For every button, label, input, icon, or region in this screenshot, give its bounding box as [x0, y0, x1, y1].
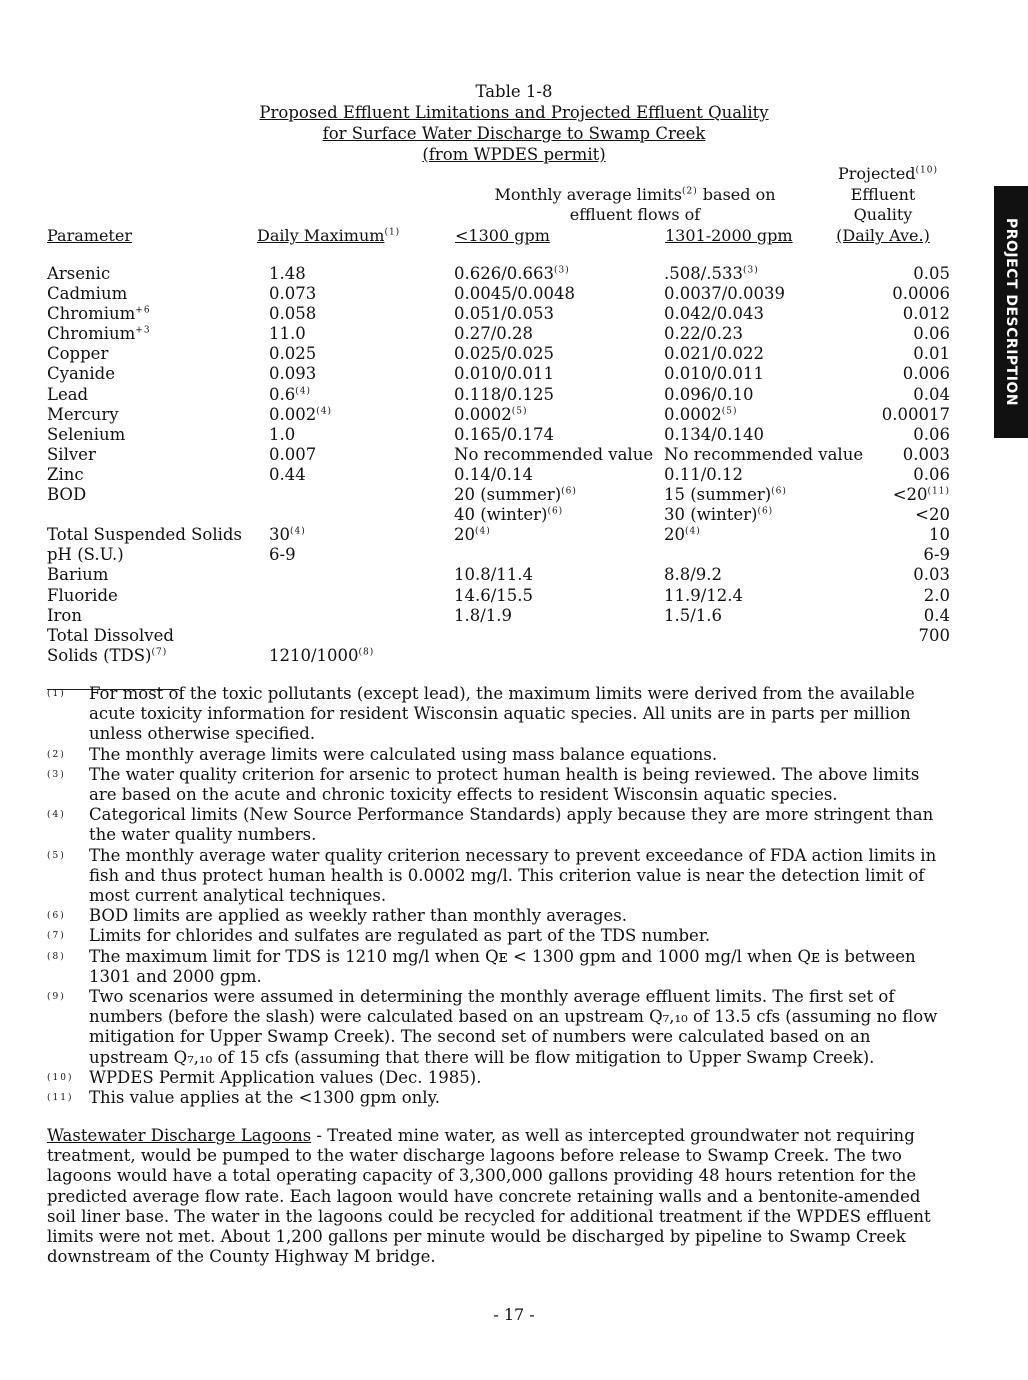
table-caption-title: Proposed Effluent Limitations and Projected Effluent Quality [259, 103, 769, 122]
footnote-marker: (4) [47, 810, 66, 821]
cell-projected: 2.0 [923, 585, 950, 605]
cell-projected: 0.06 [913, 324, 950, 344]
cell-parameter: Total Dissolved [47, 625, 174, 645]
cell-parameter: Iron [47, 605, 82, 625]
cell-lt-1300: 40 (winter)$^{(6)}$ [454, 505, 564, 525]
cell-lt-1300: 20$^{(4)}$ [454, 525, 491, 545]
cell-daily-max: 1.48 [269, 264, 306, 283]
header-monthly-flows: effluent flows of [569, 205, 701, 224]
cell-lt-1300: No recommended value [454, 444, 654, 464]
cell-lt-1300: 14.6/15.5 [454, 585, 534, 605]
page-number: - 17 - [493, 1305, 535, 1324]
cell-1301-2000: 0.010/0.011 [664, 364, 765, 384]
paragraph-text: - Treated mine water, as well as intercepted groundwater not requiring treatment, would be pumped to the water discharge lagoons before release to Swamp Creek. The two lagoons would have a total operating capacity of 3,300,000 gallons providing 48 hours retention for the predicted average flow rate. Each lagoon would have concrete retaining walls and a bentonite-amended soil liner base. The water in the lagoons could be recycled for additional treatment if the WPDES effluent limits were not met. About 1,200 gallons per minute would be discharged by pipeline to Swamp Creek downstream of the County Highway M bridge. [47, 1126, 931, 1267]
cell-projected: 0.04 [913, 384, 950, 404]
cell-1301-2000: 0.0002$^{(5)}$ [664, 404, 738, 424]
cell-lt-1300: 0.626/0.663$^{(3)}$ [454, 264, 570, 283]
cell-parameter: pH (S.U.) [47, 545, 124, 565]
cell-daily-max: 0.44 [269, 464, 306, 484]
cell-1301-2000: 0.096/0.10 [664, 384, 754, 404]
cell-lt-1300: 0.025/0.025 [454, 344, 555, 364]
cell-projected: 0.05 [913, 264, 950, 283]
header-daily-ave: (Daily Ave.) [836, 226, 930, 245]
cell-daily-max: 0.093 [269, 364, 317, 384]
cell-parameter: Barium [47, 565, 109, 585]
cell-parameter: Solids (TDS)$^{(7)}$ [47, 645, 168, 665]
side-tab-label: PROJECT DESCRIPTION [1003, 217, 1019, 407]
cell-daily-max: 11.0 [269, 324, 306, 344]
cell-1301-2000: 0.042/0.043 [664, 304, 765, 324]
cell-lt-1300: 20 (summer)$^{(6)}$ [454, 485, 577, 505]
cell-1301-2000: 0.0037/0.0039 [664, 284, 786, 304]
header-projected: Projected$^{(10)}$ [837, 164, 939, 183]
cell-projected: $<20^{(11)}$ [892, 485, 950, 505]
cell-lt-1300: 0.118/0.125 [454, 384, 555, 404]
cell-1301-2000: 20$^{(4)}$ [664, 525, 701, 545]
header-parameter: Parameter [47, 226, 132, 245]
cell-1301-2000: 1.5/1.6 [664, 605, 723, 625]
footnote-marker: (6) [47, 911, 66, 922]
cell-projected: 0.01 [913, 344, 950, 364]
cell-projected: 700 [918, 625, 950, 645]
footnote-marker: (8) [47, 951, 66, 962]
footnote [47, 846, 947, 907]
footnote-marker: (3) [47, 769, 66, 780]
header-lt-1300: <1300 gpm [455, 226, 550, 245]
cell-1301-2000: 0.021/0.022 [664, 344, 765, 364]
section-side-tab [994, 186, 1028, 438]
cell-1301-2000: 30 (winter)$^{(6)}$ [664, 505, 774, 525]
cell-lt-1300: 0.14/0.14 [454, 464, 534, 484]
footnotes [47, 684, 947, 1108]
cell-daily-max: 1210/1000$^{(8)}$ [269, 645, 375, 665]
footnote-text: Categorical limits (New Source Performance Standards) apply because they are more stringent than the water quality numbers. [89, 805, 934, 845]
table-caption-number: Table 1-8 [475, 82, 553, 101]
footnote [47, 926, 947, 946]
footnote [47, 1088, 947, 1108]
header-monthly: Monthly average limits$^{(2)}$ based on [494, 185, 776, 204]
footnote-text: BOD limits are applied as weekly rather than monthly averages. [89, 906, 627, 926]
paragraph-heading: Wastewater Discharge Lagoons [47, 1126, 312, 1145]
footnote-marker: (9) [47, 992, 66, 1003]
footnote [47, 906, 947, 926]
footnote-text: The monthly average limits were calculated using mass balance equations. [89, 744, 718, 764]
cell-projected: <20 [915, 505, 950, 525]
cell-daily-max: 0.073 [269, 284, 317, 304]
cell-parameter: Chromium$^{+6}$ [47, 304, 151, 324]
cell-projected: 0.012 [902, 304, 950, 324]
cell-daily-max: 0.058 [269, 304, 317, 324]
cell-1301-2000: No recommended value [664, 444, 864, 464]
footnote-text: For most of the toxic pollutants (except lead), the maximum limits were derived from the available acute toxicity information for resident Wisconsin aquatic species. All units are in parts per million unless otherwise specified. [89, 684, 915, 744]
cell-parameter: Lead [47, 384, 89, 404]
cell-parameter: Fluoride [47, 585, 118, 605]
cell-parameter: Arsenic [47, 264, 111, 283]
cell-lt-1300: 10.8/11.4 [454, 565, 534, 585]
cell-daily-max: 1.0 [269, 424, 296, 444]
cell-projected: 0.03 [913, 565, 950, 585]
footnote-text: Limits for chlorides and sulfates are regulated as part of the TDS number. [89, 926, 711, 946]
cell-projected: 10 [929, 525, 950, 545]
footnote-marker: (2) [47, 749, 66, 760]
cell-parameter: BOD [47, 485, 87, 505]
cell-parameter: Mercury [47, 404, 119, 424]
cell-daily-max: 0.007 [269, 444, 317, 464]
cell-1301-2000: 0.11/0.12 [664, 464, 744, 484]
footnote-text: The water quality criterion for arsenic to protect human health is being reviewed. The above limits are based on the acute and chronic toxicity effects to resident Wisconsin aquatic species. [89, 764, 920, 805]
cell-daily-max: 0.025 [269, 344, 317, 364]
cell-parameter: Total Suspended Solids [47, 525, 242, 545]
cell-lt-1300: 0.0002$^{(5)}$ [454, 404, 528, 424]
cell-lt-1300: 0.051/0.053 [454, 304, 555, 324]
header-daily-max: Daily Maximum$^{(1)}$ [257, 226, 401, 245]
cell-parameter: Cyanide [47, 364, 116, 384]
footnote-text: WPDES Permit Application values (Dec. 1985). [89, 1067, 482, 1087]
footnote [47, 765, 947, 805]
cell-parameter: Copper [47, 344, 109, 364]
footnote [47, 684, 947, 745]
cell-1301-2000: 0.22/0.23 [664, 324, 744, 344]
body-paragraph [47, 1126, 947, 1267]
cell-projected: 0.0006 [892, 284, 950, 304]
cell-1301-2000: 8.8/9.2 [664, 565, 723, 585]
header-1301-2000: 1301-2000 gpm [665, 226, 793, 245]
footnote-marker: (11) [47, 1093, 74, 1104]
cell-1301-2000: 11.9/12.4 [664, 585, 744, 605]
cell-1301-2000: 0.134/0.140 [664, 424, 765, 444]
cell-parameter: Selenium [47, 424, 126, 444]
cell-parameter: Zinc [47, 464, 84, 484]
footnote-text: The maximum limit for TDS is 1210 mg/l when Qᴇ < 1300 gpm and 1000 mg/l when Qᴇ is between 1301 and 2000 gpm. [89, 946, 916, 986]
cell-1301-2000: 15 (summer)$^{(6)}$ [664, 485, 787, 505]
cell-lt-1300: 0.0045/0.0048 [454, 284, 576, 304]
cell-daily-max: 0.6$^{(4)}$ [269, 384, 311, 404]
cell-lt-1300: 0.165/0.174 [454, 424, 555, 444]
cell-lt-1300: 1.8/1.9 [454, 605, 513, 625]
cell-parameter: Chromium$^{+3}$ [47, 324, 151, 344]
footnote-marker: (7) [47, 931, 66, 942]
table-caption-source: (from WPDES permit) [422, 145, 606, 164]
table-caption-subtitle: for Surface Water Discharge to Swamp Creek [322, 124, 706, 143]
cell-projected: 0.06 [913, 464, 950, 484]
cell-1301-2000: .508/.533$^{(3)}$ [664, 264, 759, 283]
cell-projected: 0.4 [923, 605, 950, 625]
footnote-text: Two scenarios were assumed in determining the monthly average effluent limits. The first set of numbers (before the slash) were calculated based on an upstream Q₇,₁₀ of 13.5 cfs (assuming no flow mitigation for Upper Swamp Creek). The second set of numbers were calculated based on an upstream Q₇,₁₀ of 15 cfs (assuming that there will be flow mitigation to Upper Swamp Creek). [89, 987, 938, 1067]
header-quality: Quality [853, 205, 913, 224]
footnote-marker: (5) [47, 850, 66, 861]
footnote-marker: (10) [47, 1072, 74, 1083]
cell-daily-max: 6-9 [269, 545, 296, 565]
cell-projected: 0.006 [902, 364, 950, 384]
cell-projected: 0.003 [902, 444, 950, 464]
cell-projected: 0.00017 [881, 404, 950, 424]
footnote-marker: (1) [47, 689, 66, 699]
cell-parameter: Silver [47, 444, 96, 464]
cell-parameter: Cadmium [47, 284, 128, 304]
footnote [47, 1068, 947, 1088]
footnote [47, 987, 947, 1068]
cell-lt-1300: 0.010/0.011 [454, 364, 555, 384]
cell-projected: 6-9 [923, 545, 950, 565]
footnote [47, 745, 947, 765]
footnote-text: This value applies at the <1300 gpm only. [89, 1088, 440, 1108]
header-effluent: Effluent [850, 185, 916, 204]
footnote [47, 947, 947, 987]
cell-projected: 0.06 [913, 424, 950, 444]
cell-lt-1300: 0.27/0.28 [454, 324, 534, 344]
footnote [47, 805, 947, 845]
cell-daily-max: 0.002$^{(4)}$ [269, 404, 332, 424]
cell-daily-max: 30$^{(4)}$ [269, 525, 306, 545]
footnote-text: The monthly average water quality criterion necessary to prevent exceedance of FDA action limits in fish and thus protect human health is 0.0002 mg/l. This criterion value is near the detection limit of most current analytical techniques. [89, 845, 937, 906]
